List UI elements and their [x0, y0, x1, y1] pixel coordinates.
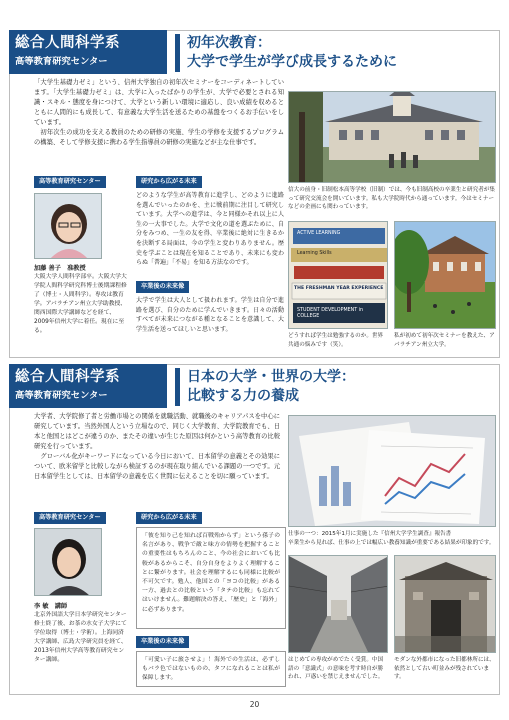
center-label: 高等教育研究センター: [34, 512, 106, 524]
book-spine: THE FRESHMAN YEAR EXPERIENCE: [294, 286, 384, 291]
future-vision-box: [136, 651, 286, 687]
research-future-text: 「彼を知り己を知れば百戦殆からず」という孫子の名言があり、戦争で敵と味方の情勢を把握することの重要性はもちろんのこと、今の社会においても比較があるからこそ、自分自身をよりよく理解することに繋がります。社会を理解するにも同様に比較が不可欠です。勉人、他国との「ヨコの比較」がある一方、過去との比較という「タテの比較」も忘れてはいけません。難題解決の答え、「歴史」と「海外」に必ずあります。: [142, 533, 280, 613]
department-badge: [9, 30, 167, 74]
book-spine: Learning Skills: [297, 251, 332, 256]
future-vision-text: 大学で学生は大人として扱われます。学生は自分で進路を選び、自分のために学んでいきます。日々の活動すべてが未来につながる種となることを意識して、大学生活を送ってほしいと思います。: [136, 297, 284, 333]
gate-caption: モダンな外都市になった旧都林所には、依然として古い町並みが残されています。: [394, 657, 495, 680]
profile-photo: [34, 193, 102, 259]
books-photo: [288, 221, 388, 329]
profile-photo: [34, 528, 102, 596]
school-building-caption: 信大の前身・旧制松本高等学校（旧制）では、今も旧制高校の卒業生と研究者が集って研究交流会を開いています。私も大学院時代から通っています。今はセミナーなどの企画にも関わっています。: [288, 187, 495, 210]
center-name: 高等教育研究センター: [15, 56, 108, 67]
page-number: 20: [249, 700, 260, 709]
books-caption: どうすれば学生は勉強するのか。世界共通の悩みです（笑）。: [288, 333, 384, 348]
profile-bio: 大阪大学人間科学部卒。大阪大学大学院人間科学研究科博士後期課程修了（博士・人間科学）。専攻は教育学。アパラチアン州立大学助教授、関西国際大学講師などを経て、2009年信州大学に着任。現在に至る。: [34, 274, 127, 334]
future-vision-label: 卒業後の未来像: [136, 636, 189, 648]
title-line-1: 初年次教育：: [187, 35, 271, 51]
department-badge: [9, 364, 167, 408]
section-first-year-education: [9, 30, 500, 358]
profile-name: 李 敏 講師: [34, 603, 68, 610]
survey-report-photo: [288, 415, 496, 527]
future-vision-text: 「可愛い子に旅させよ」！海外での生活は、必ずしもバラ色ではないものの、タフになれることは私が保障します。: [142, 657, 280, 682]
center-label: 高等教育研究センター: [34, 176, 106, 188]
profile-bio: 北京外国語大学日本学研究センター修士終了後、お茶の水女子大学にて学位取得（博士・学術）。上海同済大学講師、広島大学研究員を経て、2013年信州大学高等教育研究センター講師。: [34, 612, 127, 663]
campus-photo: [394, 221, 496, 329]
research-future-label: 研究から広がる未来: [136, 512, 202, 524]
intro-paragraph: 「大学生基礎力ゼミ」という、信州大学独自の初年次セミナーをコーディネートしています。「大学生基礎力ゼミ」は、大学に入ったばかりの学生が、大学で必要とされる知識・スキル・態度を身につけて、大学という新しい環境に適応し、良い成績を収めるとともに人間的にも成長して、有意義な大学生活を送るための基盤をつくるお手伝いをしています。 初年次生の成功を支える教員のための研修の実施、学生の学修を支援するプログラムの構築、そして学修支援に携わる学生指導員の研修の実施などが主な仕事です。: [34, 79, 284, 146]
department-name: 総合人間科学系: [15, 369, 120, 385]
book-spine: STUDENT DEVELOPMENT in COLLEGE: [297, 308, 364, 319]
campus-caption: 私が初めて初年次セミナーを教えた、アパラチアン州立大学。: [394, 333, 495, 348]
department-name: 総合人間科学系: [15, 35, 120, 51]
research-future-text: どのような学生が高等教育に進学し、どのように進路を選んでいったのかを、主に戦前期に注目して研究しています。大学への進学は、今と同様かそれ以上に人生の一大事でした。大学で文化の道を選ぶために、自分をみつめ、一生の友を得、卒業後に絶対に生きるかを決断する局面は、今の学生と変わりありません。歴史を学ぶことは現在を知ることであり、未来にも変わらぬ「普遍」「不易」を知る方法なのです。: [136, 192, 284, 267]
section-title: [175, 368, 495, 406]
intro-paragraph: 大学者、大学院修了者と労働市場との関係を就職活動、就職後のキャリアパスを中心に研究しています。当然外国人という立場なので、同じく大学教育、大学院教育でも、日本と他国とはどこが違うのか、またその違いが生じた原因は何かという高等教育の比較研究を行っています。 グローバル化がキーワードになっている今日において、日本留学の意義とその効果について、欧米留学と比較しながら検証するのが現在取り組んでいる課題の一つです。元日本留学生としては、日本留学の意義を広く世間に伝えることを切に願っています。: [34, 413, 280, 480]
profile-name: 加藤 善子 准教授: [34, 265, 86, 272]
school-building-photo: [288, 91, 496, 183]
street-caption: はじめての専攻がめでたく受賞。中国語の「意識式」の意味を考す時自が勝われ、戸惑いを禁じえませんでした。: [288, 657, 384, 680]
center-name: 高等教育研究センター: [15, 390, 108, 401]
section-title: [175, 34, 495, 72]
street-photo: [288, 555, 388, 653]
future-vision-label: 卒業後の未来像: [136, 281, 189, 293]
research-future-box: [136, 527, 286, 629]
gate-photo: [394, 555, 496, 653]
research-future-label: 研究から広がる未来: [136, 176, 202, 188]
title-line-1: 日本の大学・世界の大学：: [187, 369, 355, 385]
title-line-2: 比較する力の養成: [187, 388, 299, 404]
survey-report-caption: 仕事の一つ：2015年1月に実施した『信州大学学生調査』報告書 卒業生から見れば、仕事の上では幅広い教養知識が重要である結果が印象的です。: [288, 531, 495, 546]
title-line-2: 大学で学生が学び成長するために: [187, 54, 397, 70]
book-spine: ACTIVE LEARNING: [297, 231, 341, 236]
section-comparative-education: [9, 364, 500, 695]
